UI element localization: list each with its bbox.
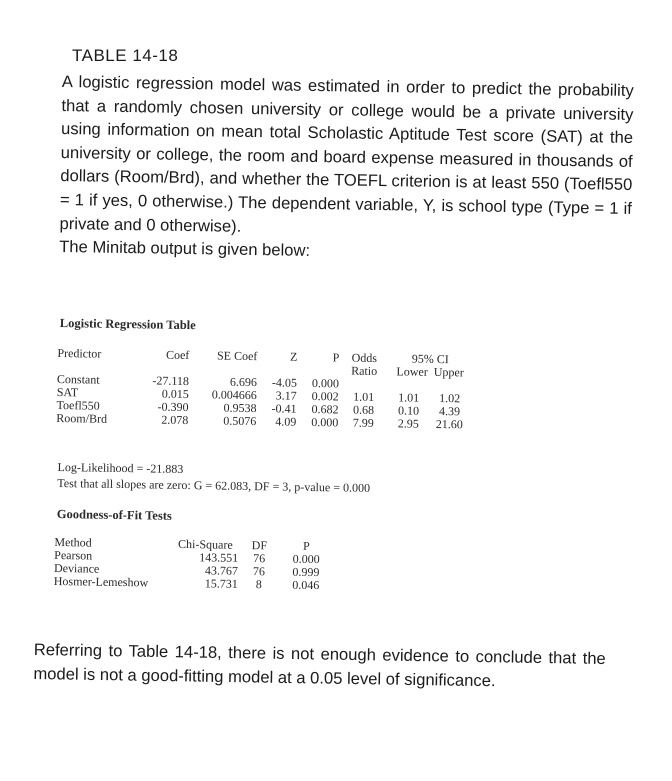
cell-df: 76 [253, 551, 266, 566]
header-lower: Lower [396, 364, 428, 379]
minitab-output-intro: The Minitab output is given below: [59, 237, 311, 261]
header-z: Z [289, 349, 298, 364]
cell-predictor: SAT [56, 384, 79, 400]
header-se-coef: SE Coef [216, 348, 258, 364]
header-odds-ratio [339, 351, 389, 378]
cell-odds: 1.01 [353, 389, 375, 404]
cell-p: 0.999 [292, 564, 320, 580]
header-p: P [332, 350, 340, 365]
cell-method: Hosmer-Lemeshow [53, 573, 149, 590]
cell-coef: 0.015 [161, 386, 189, 402]
logistic-regression-table [56, 347, 471, 431]
header-odds: Odds [351, 350, 378, 366]
cell-se: 0.9538 [223, 400, 257, 416]
cell-df: 8 [255, 577, 262, 592]
problem-description [59, 70, 634, 268]
header-df: DF [251, 538, 268, 553]
header-95ci: 95% CI [411, 351, 449, 367]
cell-lower: 1.01 [398, 390, 420, 405]
header-p: P [302, 538, 310, 553]
intro-paragraph: A logistic regression model was estimated in order to predict the probability that a randomly chosen university or college would be a private university using information on mean total Scholastic Aptitude Test score (SAT) at the university or college, the room and board expense measured in thousands of dollars (Room/Brd), and whether the TOEFL criterion is at least 550 (Toefl550 = 1 if yes, 0 otherwise.) The dependent variable, Y, is school type (Type = 1 if private and 0 otherwise). [59, 71, 634, 236]
header-upper: Upper [433, 364, 464, 380]
question-statement: Referring to Table 14-18, there is not enough evidence to conclude that the model is not a good-fitting model at a 0.05 level of significance. [33, 639, 606, 691]
cell-predictor: Toefl550 [56, 397, 100, 413]
cell-coef: -27.118 [152, 373, 190, 389]
cell-chi: 15.731 [204, 576, 238, 591]
cell-odds: 7.99 [352, 415, 374, 430]
minitab-output [53, 314, 618, 633]
cell-z: 4.09 [275, 414, 297, 429]
cell-method: Deviance [53, 560, 100, 576]
cell-p: 0.000 [292, 551, 320, 567]
cell-coef: -0.390 [157, 399, 189, 415]
cell-se: 0.004666 [211, 387, 257, 403]
cell-lower: 0.10 [397, 403, 420, 418]
cell-chi: 43.767 [204, 563, 239, 578]
header-method: Method [54, 534, 92, 550]
cell-upper: 1.02 [439, 390, 461, 406]
cell-z: -0.41 [271, 401, 297, 416]
cell-lower: 2.95 [397, 416, 419, 431]
cell-chi: 143.551 [199, 550, 239, 565]
cell-z: -4.05 [271, 375, 298, 390]
cell-coef: 2.078 [161, 412, 189, 428]
cell-predictor: Constant [56, 371, 100, 387]
goodness-of-fit-table [54, 536, 333, 592]
cell-p: 0.046 [292, 577, 320, 593]
table-title: TABLE 14-18 [72, 46, 179, 65]
cell-se: 0.5076 [223, 413, 257, 429]
cell-predictor: Room/Brd [56, 410, 108, 426]
header-coef: Coef [165, 347, 190, 363]
header-ratio: Ratio [351, 363, 378, 379]
cell-upper: 21.60 [435, 416, 463, 432]
cell-p: 0.000 [311, 375, 340, 391]
slopes-test: Test that all slopes are zero: G = 62.083, DF = 3, p-value = 0.000 [57, 476, 371, 495]
cell-p: 0.002 [311, 388, 339, 404]
cell-p: 0.000 [311, 414, 339, 430]
header-predictor: Predictor [57, 345, 102, 361]
logistic-regression-heading: Logistic Regression Table [59, 316, 196, 333]
cell-se: 6.696 [229, 374, 258, 390]
header-ci [389, 352, 471, 379]
cell-upper: 4.39 [438, 403, 461, 419]
log-likelihood: Log-Likelihood = -21.883 [57, 460, 184, 476]
cell-df: 76 [252, 564, 266, 579]
cell-z: 3.17 [275, 388, 297, 403]
goodness-of-fit-heading: Goodness-of-Fit Tests [56, 507, 172, 523]
header-chi-square: Chi-Square [177, 536, 233, 552]
cell-method: Pearson [54, 547, 93, 563]
cell-p: 0.682 [311, 401, 339, 417]
cell-odds: 0.68 [352, 402, 375, 417]
